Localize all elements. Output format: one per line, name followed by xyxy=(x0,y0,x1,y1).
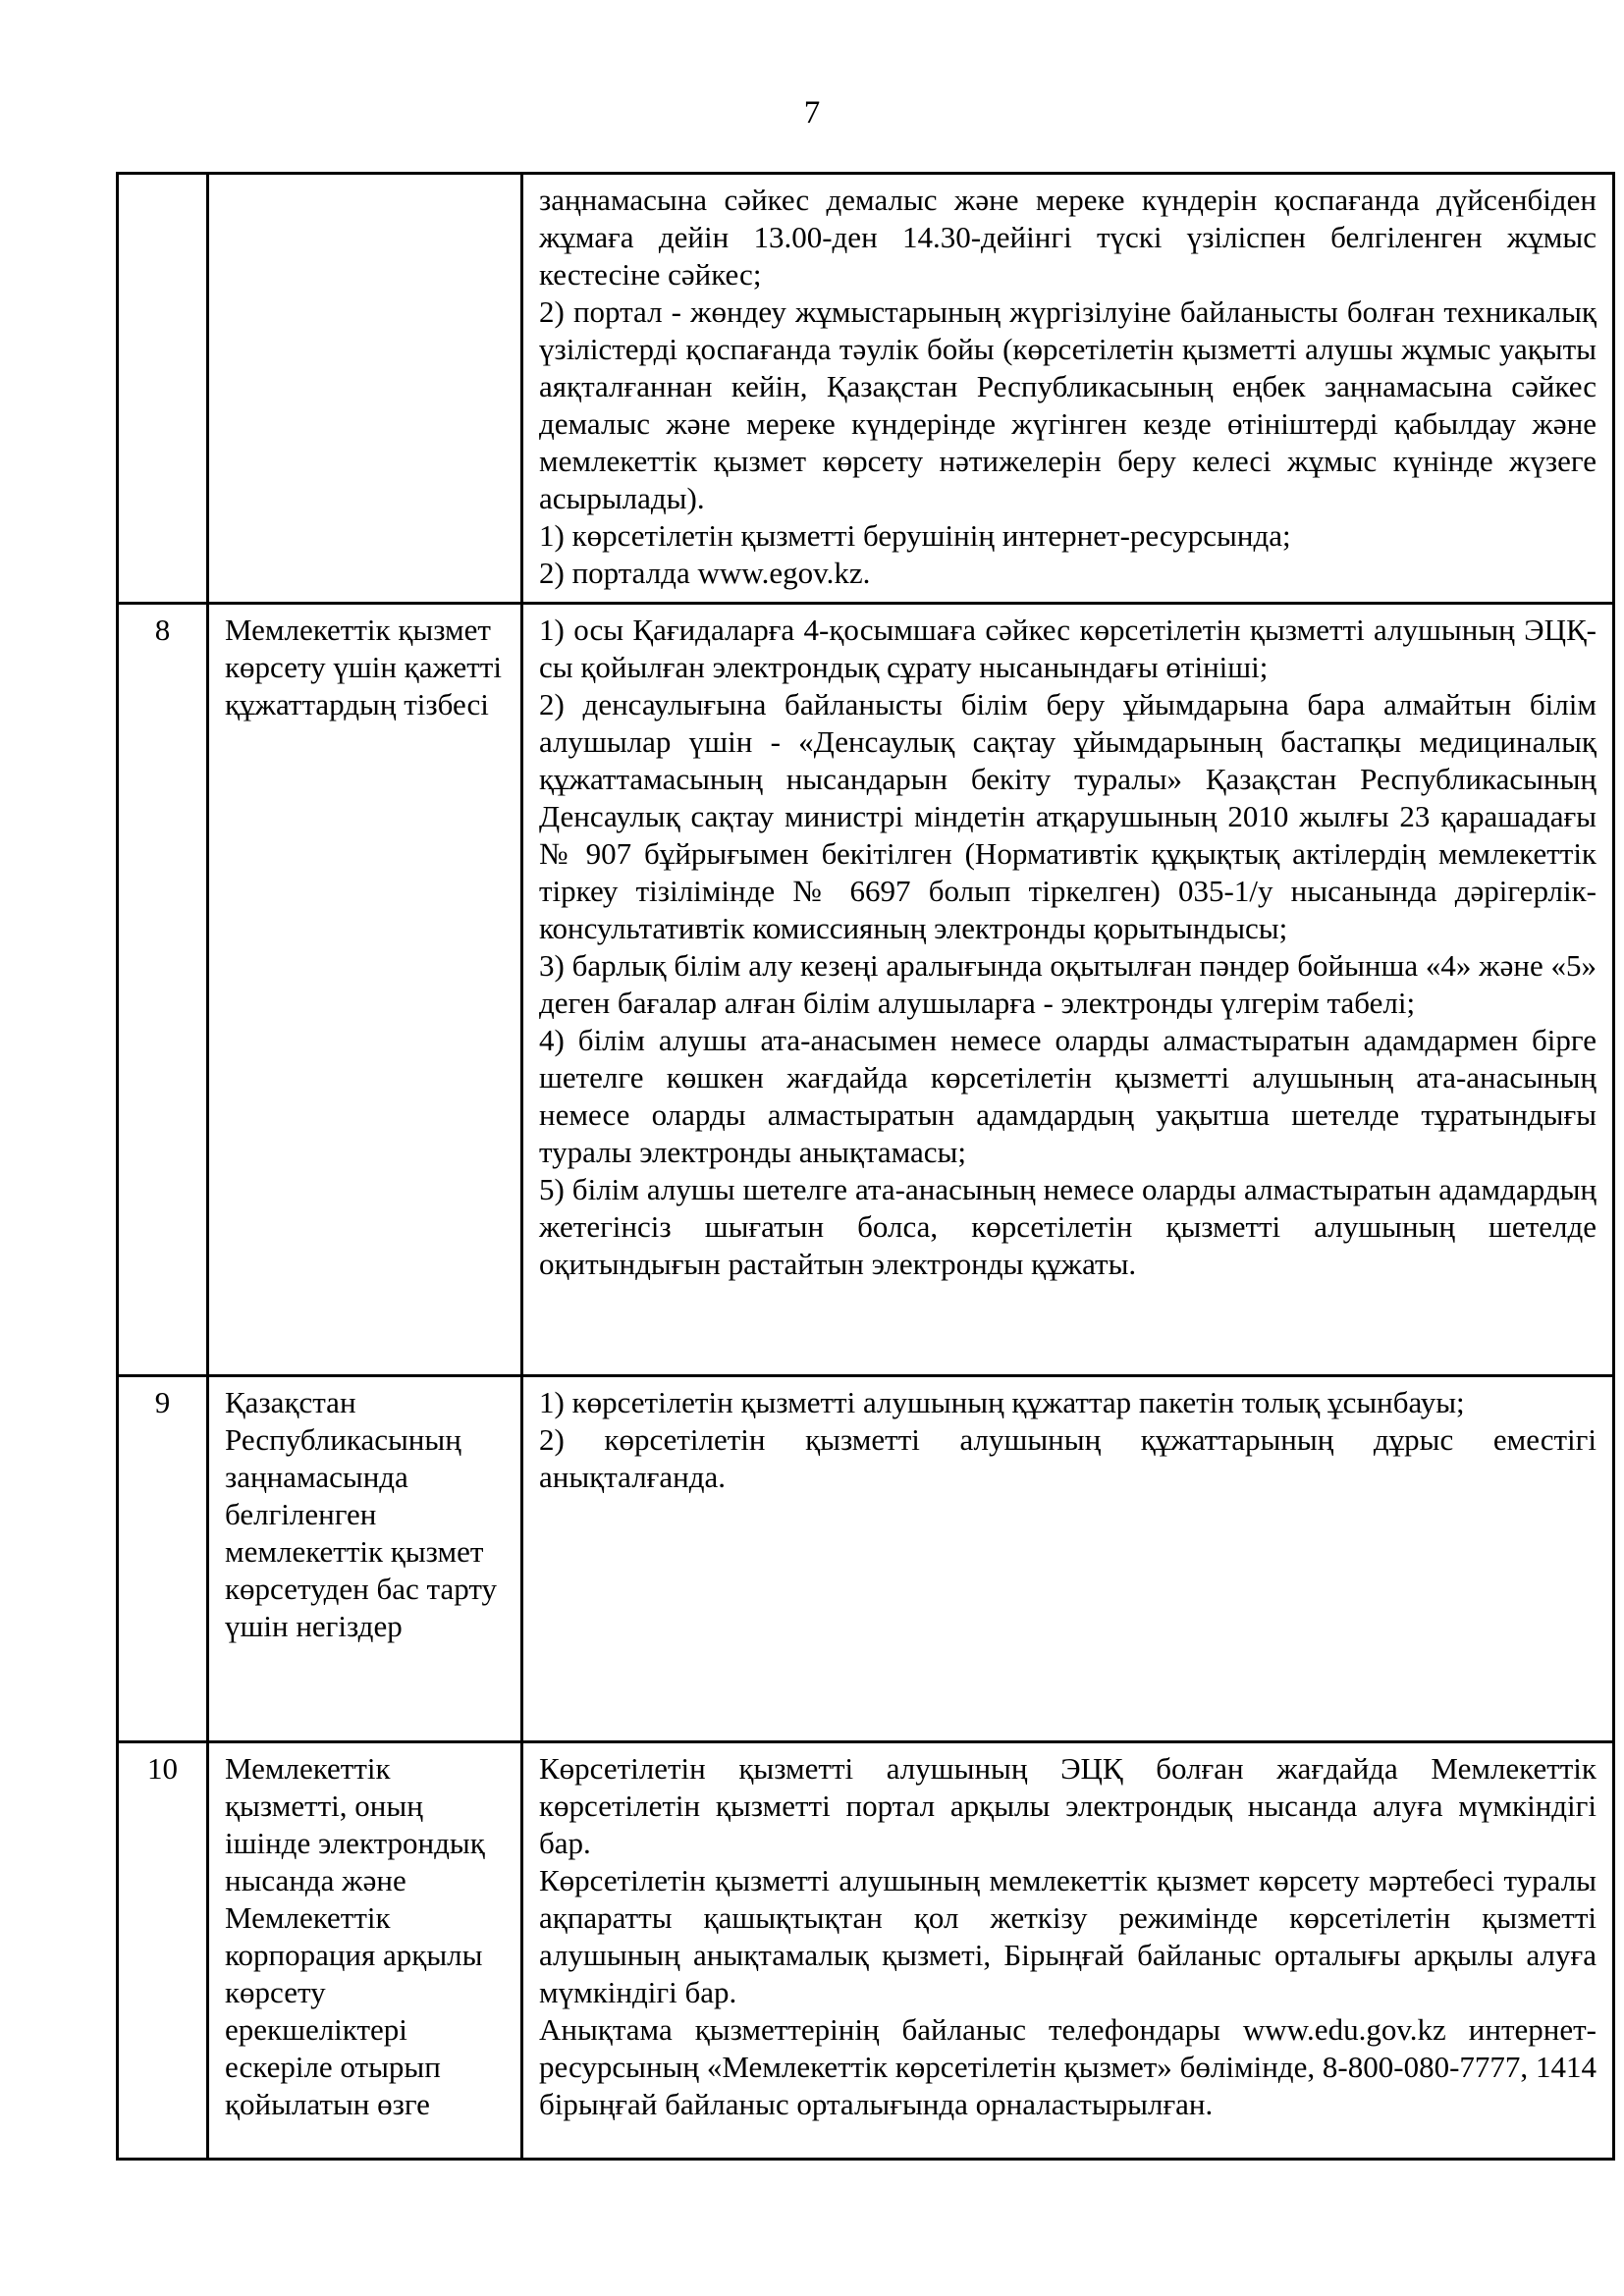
row-label-cell: Қазақстан Республикасының заңнамасында белгіленген мемлекеттік қызмет көрсетуден бас тарту үшін негіздер xyxy=(208,1376,522,1742)
paragraph: 2) денсаулығына байланысты білім беру ұйымдарына бара алмайтын білім алушылар үшін - «Денсаулық сақтау ұйымдарының бастапқы медициналық құжаттамасының нысандарын бекіту туралы» Қазақстан Республикасының Денсаулық сақтау министрі міндетін атқарушының 2010 жылғы 23 қарашадағы № 907 бұйрығымен бекітілген (Нормативтік құқықтық актілердің мемлекеттік тіркеу тізілімінде № 6697 болып тіркелген) 035-1/у нысанында дәрігерлік-консультативтік комиссияның электронды қорытындысы; xyxy=(539,687,1597,945)
table-row xyxy=(118,1742,1614,2160)
row-label-cell: Мемлекеттік қызметті, оның ішінде электрондық нысанда және Мемлекеттік корпорация арқылы көрсету ерекшеліктері ескеріле отырып қойылатын өзге xyxy=(208,1742,522,2160)
paragraph: Анықтама қызметтерінің байланыс телефондары www.edu.gov.kz интернет-ресурсының «Мемлекеттік көрсетілетін қызмет» бөлімінде, 8-800-080-7777, 1414 бірыңғай байланыс орталығында орналастырылған. xyxy=(539,2012,1597,2121)
paragraph: 1) көрсетілетін қызметті берушінің интернет-ресурсында; xyxy=(539,518,1291,553)
row-number-cell: 10 xyxy=(118,1742,208,2160)
service-rules-table xyxy=(116,172,1615,2161)
paragraph: 1) осы Қағидаларға 4-қосымшаға сәйкес көрсетілетін қызметті алушының ЭЦҚ-сы қойылған электрондық сұрату нысанындағы өтініші; xyxy=(539,613,1597,684)
paragraph: 2) портал - жөндеу жұмыстарының жүргізілуіне байланысты болған техникалық үзілістерді қоспағанда тәулік бойы (көрсетілетін қызметті алушы жұмыс уақыты аяқталғаннан кейін, Қазақстан Республикасының еңбек заңнамасына сәйкес демалыс және мереке күндерінде жүгінген кезде өтініштерді қабылдау және мемлекеттік қызмет көрсету нәтижелерін беру келесі жұмыс күнінде жүзеге асырылады). xyxy=(539,294,1597,515)
paragraph: 4) білім алушы ата-анасымен немесе оларды алмастыратын адамдармен бірге шетелге көшкен жағдайда көрсетілетін қызметті алушының ата-анасының немесе оларды алмастыратын адамдардың уақытша шетелде тұратындығы туралы электронды анықтамасы; xyxy=(539,1023,1597,1169)
row-label-cell: Мемлекеттік қызмет көрсету үшін қажетті құжаттардың тізбесі xyxy=(208,604,522,1376)
row-content-cell xyxy=(522,1742,1614,2160)
table-row xyxy=(118,604,1614,1376)
page-number: 7 xyxy=(803,95,821,131)
row-content-cell xyxy=(522,174,1614,604)
paragraph: 5) білім алушы шетелге ата-анасының немесе оларды алмастыратын адамдардың жетегінсіз шығатын болса, көрсетілетін қызметті алушының шетелде оқитындығын растайтын электронды құжаты. xyxy=(539,1172,1597,1281)
row-number-cell: 8 xyxy=(118,604,208,1376)
paragraph: 2) порталда www.egov.kz. xyxy=(539,556,871,590)
paragraph: 2) көрсетілетін қызметті алушының құжаттарының дұрыс еместігі анықталғанда. xyxy=(539,1422,1597,1494)
row-number-cell xyxy=(118,174,208,604)
paragraph: 3) барлық білім алу кезеңі аралығында оқытылған пәндер бойынша «4» және «5» деген бағалар алған білім алушыларға - электронды үлгерім табелі; xyxy=(539,948,1597,1020)
paragraph: 1) көрсетілетін қызметті алушының құжаттар пакетін толық ұсынбауы; xyxy=(539,1385,1465,1419)
paragraph: Көрсетілетін қызметті алушының мемлекеттік қызмет көрсету мәртебесі туралы ақпаратты қашықтықтан қол жеткізу режимінде көрсетілетін қызметті алушының анықтамалық қызметі, Бірыңғай байланыс орталығы арқылы алуға мүмкіндігі бар. xyxy=(539,1863,1597,2009)
table-row xyxy=(118,1376,1614,1742)
paragraph: Көрсетілетін қызметті алушының ЭЦҚ болған жағдайда Мемлекеттік көрсетілетін қызметті портал арқылы электрондық нысанда алуға мүмкіндігі бар. xyxy=(539,1751,1597,1860)
row-label-cell xyxy=(208,174,522,604)
table-row xyxy=(118,174,1614,604)
row-content-cell xyxy=(522,1376,1614,1742)
paragraph: заңнамасына сәйкес демалыс және мереке күндерін қоспағанда дүйсенбіден жұмаға дейін 13.00-ден 14.30-дейінгі түскі үзіліспен белгіленген жұмыс кестесіне сәйкес; xyxy=(539,183,1597,292)
row-number-cell: 9 xyxy=(118,1376,208,1742)
row-content-cell xyxy=(522,604,1614,1376)
